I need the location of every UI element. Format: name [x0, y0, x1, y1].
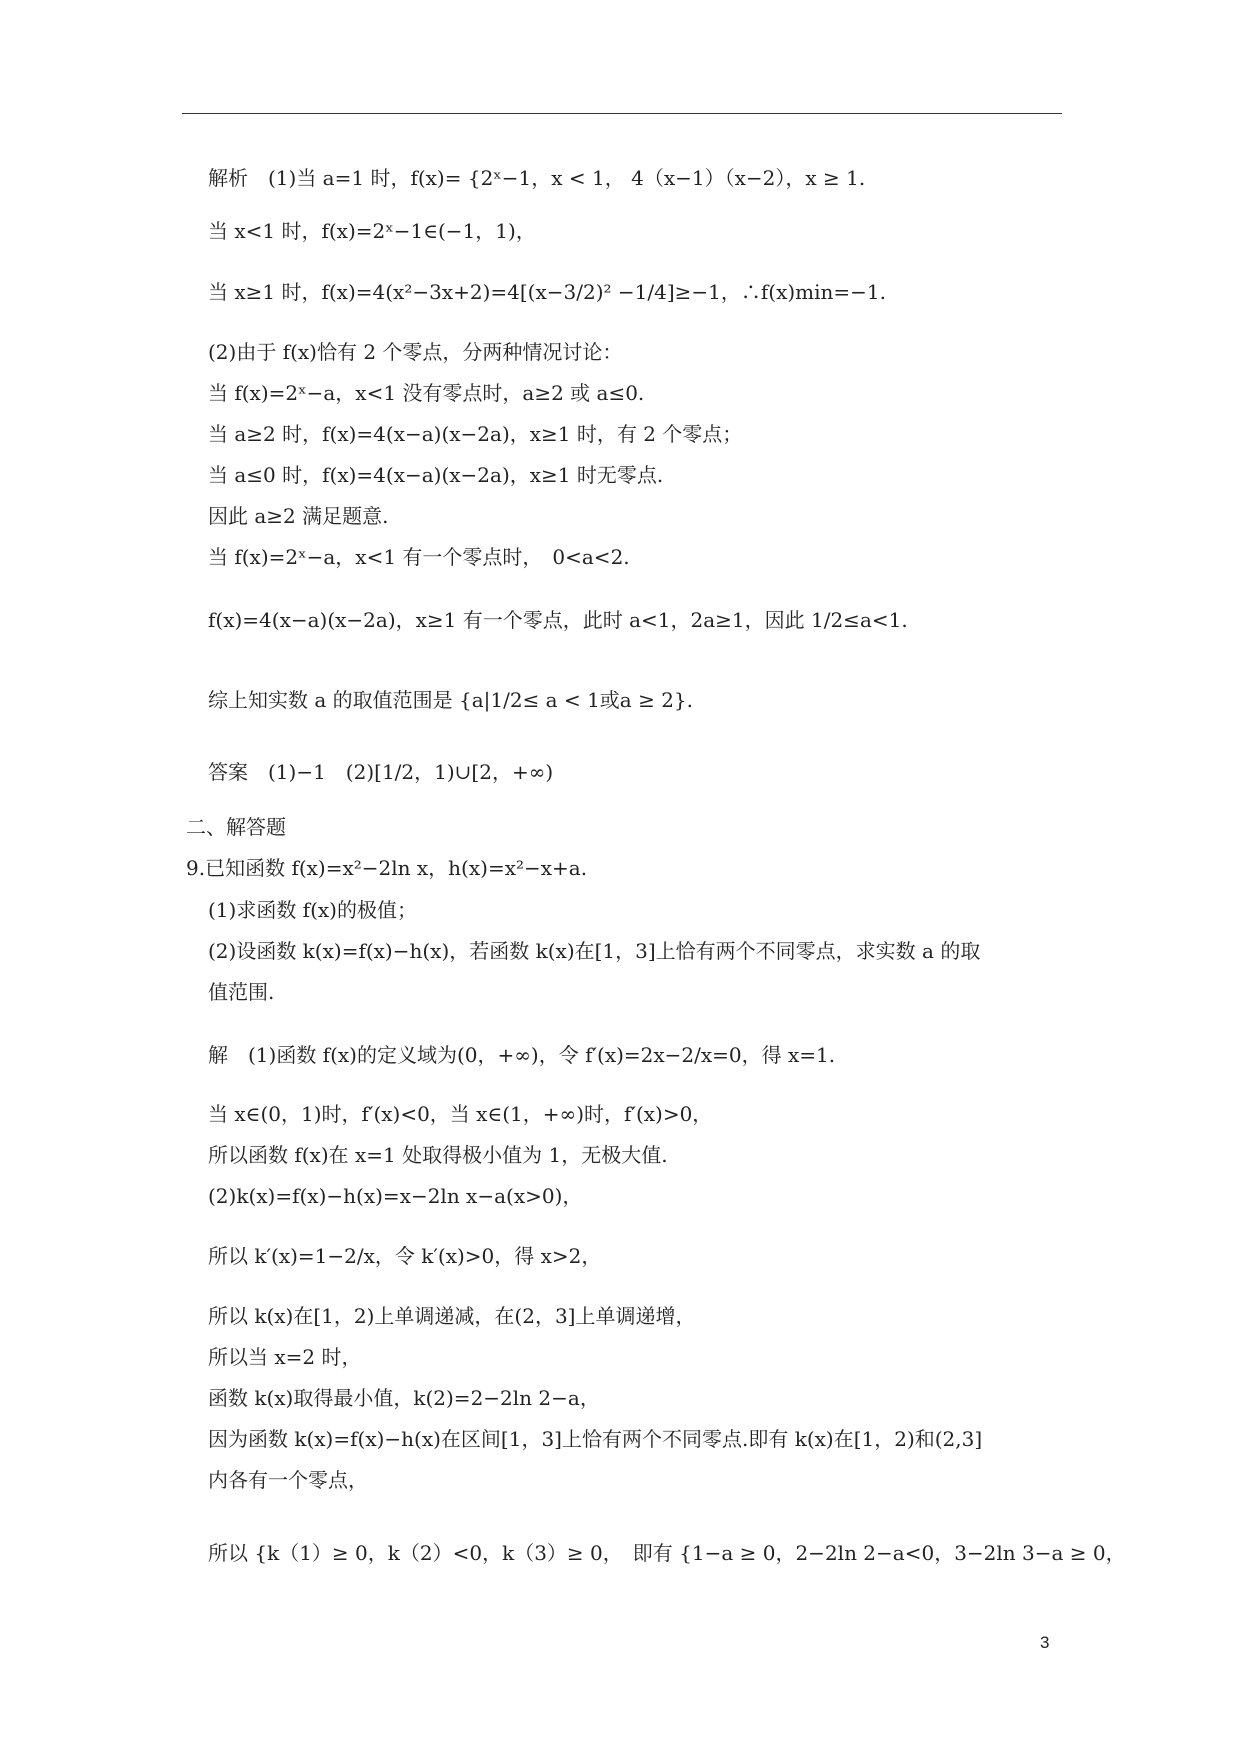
text-line: 当 x<1 时，f(x)=2ˣ−1∈(−1，1)， [208, 219, 536, 243]
text-line: 所以 {k（1）≥ 0，k（2）<0，k（3）≥ 0， 即有 {1−a ≥ 0，2−2ln 2−a<0，3−2ln 3−a ≥ 0， [208, 1541, 1126, 1565]
text-line: 当 a≤0 时，f(x)=4(x−a)(x−2a)，x≥1 时无零点. [208, 463, 664, 487]
text-line: 所以 k′(x)=1−2/x，令 k′(x)>0，得 x>2， [208, 1244, 602, 1268]
text-line: 解 (1)函数 f(x)的定义域为(0，+∞)，令 f′(x)=2x−2/x=0，得 x=1. [208, 1043, 836, 1067]
text-line: 函数 k(x)取得最小值，k(2)=2−2ln 2−a， [208, 1386, 600, 1410]
text-line: (2)由于 f(x)恰有 2 个零点，分两种情况讨论： [208, 340, 623, 364]
text-line: (2)k(x)=f(x)−h(x)=x−2ln x−a(x>0)， [208, 1184, 583, 1208]
problem-statement: 9.已知函数 f(x)=x²−2ln x，h(x)=x²−x+a. [186, 856, 588, 880]
section-heading: 二、解答题 [186, 815, 286, 839]
answer-line: 答案 (1)−1 (2)[1/2，1)∪[2，+∞) [208, 760, 554, 784]
text-line: 当 x≥1 时，f(x)=4(x²−3x+2)=4[(x−3/2)² −1/4]≥−1，∴f(x)min=−1. [208, 280, 886, 304]
header-rule [182, 113, 1062, 114]
text-line: 内各有一个零点， [208, 1468, 368, 1492]
text-line: (1)求函数 f(x)的极值； [208, 898, 417, 922]
text-line: 当 f(x)=2ˣ−a，x<1 没有零点时，a≥2 或 a≤0. [208, 381, 645, 405]
text-line: f(x)=4(x−a)(x−2a)，x≥1 有一个零点，此时 a<1，2a≥1，因此 1/2≤a<1. [208, 608, 908, 632]
text-line: 所以当 x=2 时， [208, 1345, 362, 1369]
text-line: 所以 k(x)在[1，2)上单调递减，在(2，3]上单调递增， [208, 1304, 696, 1328]
text-line: 当 f(x)=2ˣ−a，x<1 有一个零点时， 0<a<2. [208, 545, 630, 569]
text-line: 解析 (1)当 a=1 时，f(x)= {2ˣ−1，x < 1， 4（x−1）（x−2），x ≥ 1. [208, 166, 866, 190]
page-number: 3 [1040, 1633, 1050, 1652]
text-line: 值范围. [208, 980, 275, 1004]
text-line: 当 x∈(0，1)时，f′(x)<0，当 x∈(1，+∞)时，f′(x)>0， [208, 1102, 713, 1126]
text-line: 因为函数 k(x)=f(x)−h(x)在区间[1，3]上恰有两个不同零点.即有 k(x)在[1，2)和(2,3] [208, 1427, 983, 1451]
text-line: 因此 a≥2 满足题意. [208, 504, 389, 528]
text-line: 综上知实数 a 的取值范围是 {a|1/2≤ a < 1或a ≥ 2}. [208, 688, 694, 712]
text-line: 所以函数 f(x)在 x=1 处取得极小值为 1，无极大值. [208, 1143, 668, 1167]
text-line: (2)设函数 k(x)=f(x)−h(x)，若函数 k(x)在[1，3]上恰有两个不同零点，求实数 a 的取 [208, 939, 981, 963]
text-line: 当 a≥2 时，f(x)=4(x−a)(x−2a)，x≥1 时，有 2 个零点； [208, 422, 743, 446]
